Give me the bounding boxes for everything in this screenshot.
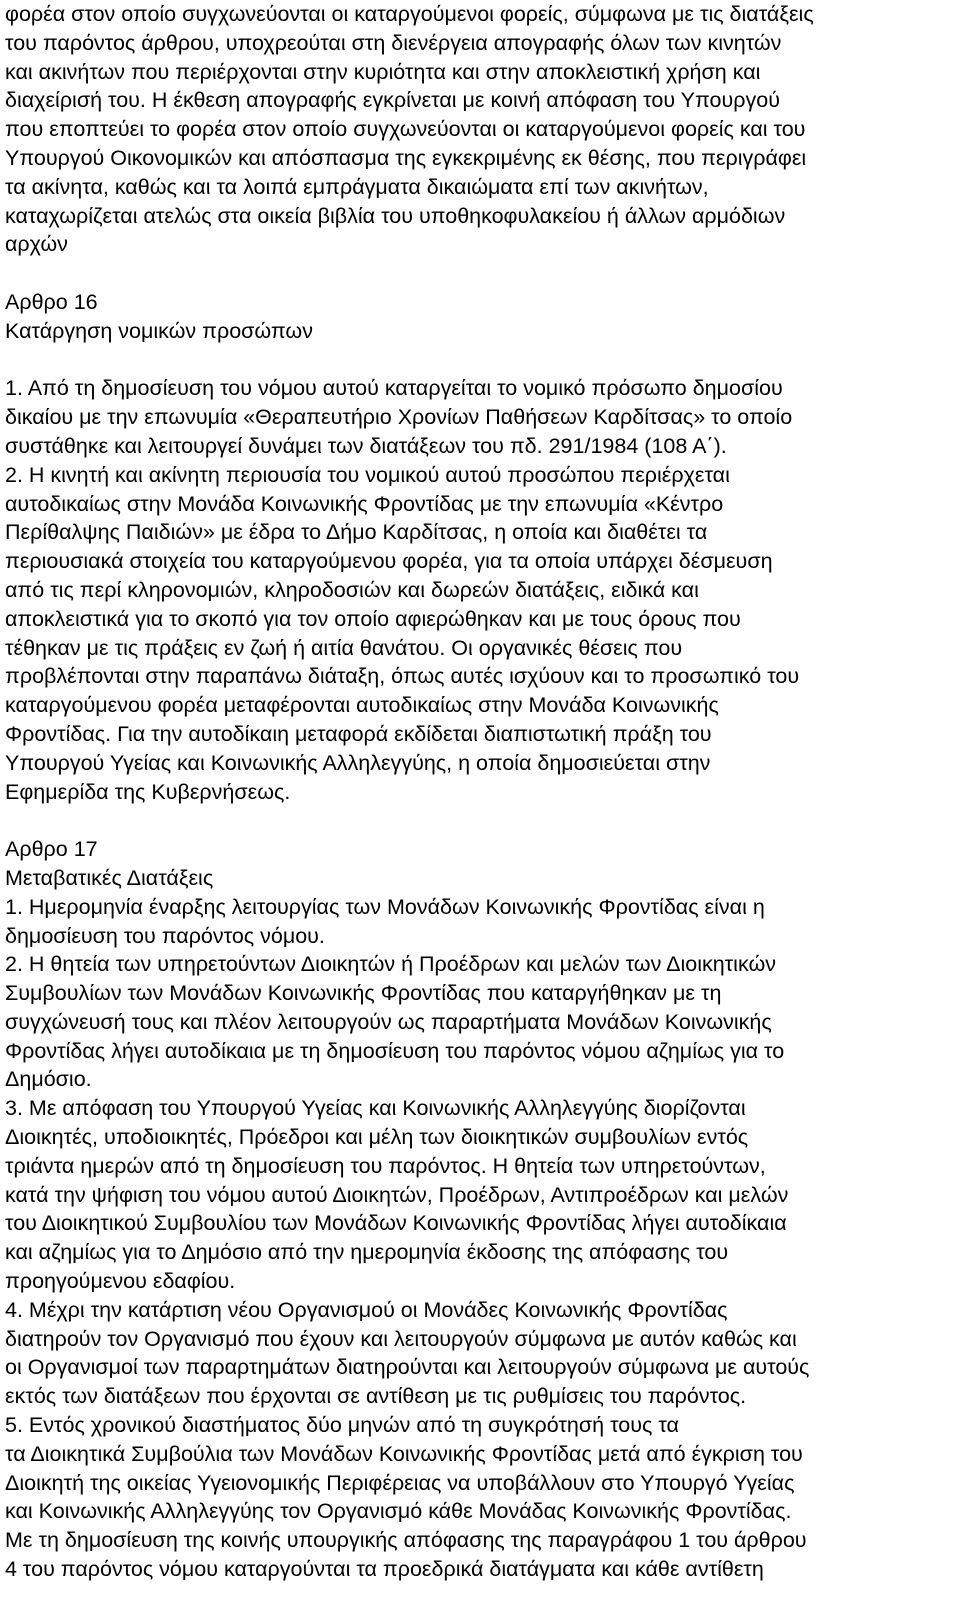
text-line: 2. Η κινητή και ακίνητη περιουσία του νομικού αυτού προσώπου περιέρχεται [5,462,730,487]
text-line: 1. Από τη δημοσίευση του νόμου αυτού καταργείται το νομικό πρόσωπο δημοσίου [5,376,783,401]
text-line: του Διοικητικού Συμβουλίου των Μονάδων Κοινωνικής Φροντίδας λήγει αυτοδίκαια [5,1211,787,1236]
text-line: προβλέπονται στην παραπάνω διάταξη, όπως αυτές ισχύουν και το προσωπικό του [5,664,800,689]
paragraph-gap [5,259,940,288]
text-line: προηγούμενου εδαφίου. [5,1269,236,1294]
text-line: τριάντα ημερών από τη δημοσίευση του παρόντος. Η θητεία των υπηρετούντων, [5,1153,766,1178]
text-line: και ακινήτων που περιέρχονται στην κυριότητα και στην αποκλειστική χρήση και [5,59,761,84]
text-line: 4. Μέχρι την κατάρτιση νέου Οργανισμού οι Μονάδες Κοινωνικής Φροντίδας [5,1297,728,1322]
text-line: του παρόντος άρθρου, υποχρεούται στη διενέργεια απογραφής όλων των κινητών [5,30,782,55]
text-line: φορέα στον οποίο συγχωνεύονται οι καταργούμενοι φορείς, σύμφωνα με τις διατάξεις [5,2,814,26]
text-line: Υπουργού Υγείας και Κοινωνικής Αλληλεγγύης, η οποία δημοσιεύεται στην [5,750,711,775]
text-line: καταχωρίζεται ατελώς στα οικεία βιβλία του υποθηκοφυλακείου ή άλλων αρμόδιων [5,203,786,228]
text-line: κατά την ψήφιση του νόμου αυτού Διοικητών, Προέδρων, Αντιπροέδρων και μελών [5,1182,789,1207]
text-line: Δημόσιο. [5,1067,92,1092]
text-line: καταργούμενου φορέα μεταφέρονται αυτοδικαίως στην Μονάδα Κοινωνικής [5,693,719,718]
text-line: διαχείρισή του. Η έκθεση απογραφής εγκρίνεται με κοινή απόφαση του Υπουργού [5,88,780,113]
text-line: διατηρούν τον Οργανισμό που έχουν και λειτουργούν σύμφωνα με αυτόν καθώς και [5,1326,797,1351]
text-line: συστάθηκε και λειτουργεί δυνάμει των διατάξεων του πδ. 291/1984 (108 Α΄). [5,433,727,458]
text-line: και Κοινωνικής Αλληλεγγύης τον Οργανισμό κάθε Μονάδας Κοινωνικής Φροντίδας. [5,1499,792,1524]
text-line: Περίθαλψης Παιδιών» με έδρα το Δήμο Καρδίτσας, η οποία και διαθέτει τα [5,520,708,545]
text-line: από τις περί κληρονομιών, κληροδοσιών και δωρεών διατάξεις, ειδικά και [5,577,699,602]
text-line: δικαίου με την επωνυμία «Θεραπευτήριο Χρονίων Παθήσεων Καρδίτσας» το οποίο [5,405,793,430]
article-17-section [5,835,940,1584]
text-line: Διοικητή της οικείας Υγειονομικής Περιφέρειας να υποβάλλουν στο Υπουργό Υγείας [5,1470,795,1495]
text-line: δημοσίευση του παρόντος νόμου. [5,923,325,948]
text-line: Συμβουλίων των Μονάδων Κοινωνικής Φροντίδας που καταργήθηκαν με τη [5,981,722,1006]
text-line: Εφημερίδα της Κυβερνήσεως. [5,779,291,804]
article-16-heading [5,288,940,346]
text-line: αρχών [5,232,68,257]
text-line: αποκλειστικά για το σκοπό για τον οποίο αφιερώθηκαν και με τους όρους που [5,606,741,631]
text-line: τα ακίνητα, καθώς και τα λοιπά εμπράγματα δικαιώματα επί των ακινήτων, [5,174,709,199]
text-line: Φροντίδας λήγει αυτοδίκαια με τη δημοσίευση του παρόντος νόμου αζημίως για το [5,1038,785,1063]
text-line: 3. Με απόφαση του Υπουργού Υγείας και Κοινωνικής Αλληλεγγύης διορίζονται [5,1096,746,1121]
article-title: Κατάργηση νομικών προσώπων [5,318,313,343]
paragraph-gap [5,346,940,375]
article-number: Αρθρο 16 [5,289,98,314]
text-line: συγχώνευσή τους και πλέον λειτουργούν ως παραρτήματα Μονάδων Κοινωνικής [5,1009,772,1034]
text-line: και αζημίως για το Δημόσιο από την ημερομηνία έκδοσης της απόφασης του [5,1240,729,1265]
text-line: Φροντίδας. Για την αυτοδίκαιη μεταφορά εκδίδεται διαπιστωτική πράξη του [5,721,712,746]
article-16-body [5,374,940,806]
text-line: 4 του παρόντος νόμου καταργούνται τα προεδρικά διατάγματα και κάθε αντίθετη [5,1557,764,1582]
text-line: 5. Εντός χρονικού διαστήματος δύο μηνών από τη συγκρότησή τους τα [5,1413,679,1438]
text-line: τέθηκαν με τις πράξεις εν ζωή ή αιτία θανάτου. Οι οργανικές θέσεις που [5,635,683,660]
article-title: Μεταβατικές Διατάξεις [5,865,214,890]
text-line: αυτοδικαίως στην Μονάδα Κοινωνικής Φροντίδας με την επωνυμία «Κέντρο [5,491,724,516]
paragraph-gap [5,806,940,835]
document-page [5,0,940,1584]
paragraph-inventory [5,0,940,259]
article-number: Αρθρο 17 [5,837,98,862]
text-line: 1. Ημερομηνία έναρξης λειτουργίας των Μονάδων Κοινωνικής Φροντίδας είναι η [5,894,765,919]
text-line: που εποπτεύει το φορέα στον οποίο συγχωνεύονται οι καταργούμενοι φορείς και του [5,117,806,142]
text-line: Υπουργού Οικονομικών και απόσπασμα της εγκεκριμένης εκ θέσης, που περιγράφει [5,145,807,170]
text-line: Διοικητές, υποδιοικητές, Πρόεδροι και μέλη των διοικητικών συμβουλίων εντός [5,1125,749,1150]
text-line: εκτός των διατάξεων που έρχονται σε αντίθεση με τις ρυθμίσεις του παρόντος. [5,1384,747,1409]
text-line: περιουσιακά στοιχεία του καταργούμενου φορέα, για τα οποία υπάρχει δέσμευση [5,549,773,574]
text-line: οι Οργανισμοί των παραρτημάτων διατηρούνται και λειτουργούν σύμφωνα με αυτούς [5,1355,810,1380]
text-line: 2. Η θητεία των υπηρετούντων Διοικητών ή Προέδρων και μελών των Διοικητικών [5,952,776,977]
text-line: τα Διοικητικά Συμβούλια των Μονάδων Κοινωνικής Φροντίδας μετά από έγκριση του [5,1441,803,1466]
text-line: Με τη δημοσίευση της κοινής υπουργικής απόφασης της παραγράφου 1 του άρθρου [5,1528,807,1553]
